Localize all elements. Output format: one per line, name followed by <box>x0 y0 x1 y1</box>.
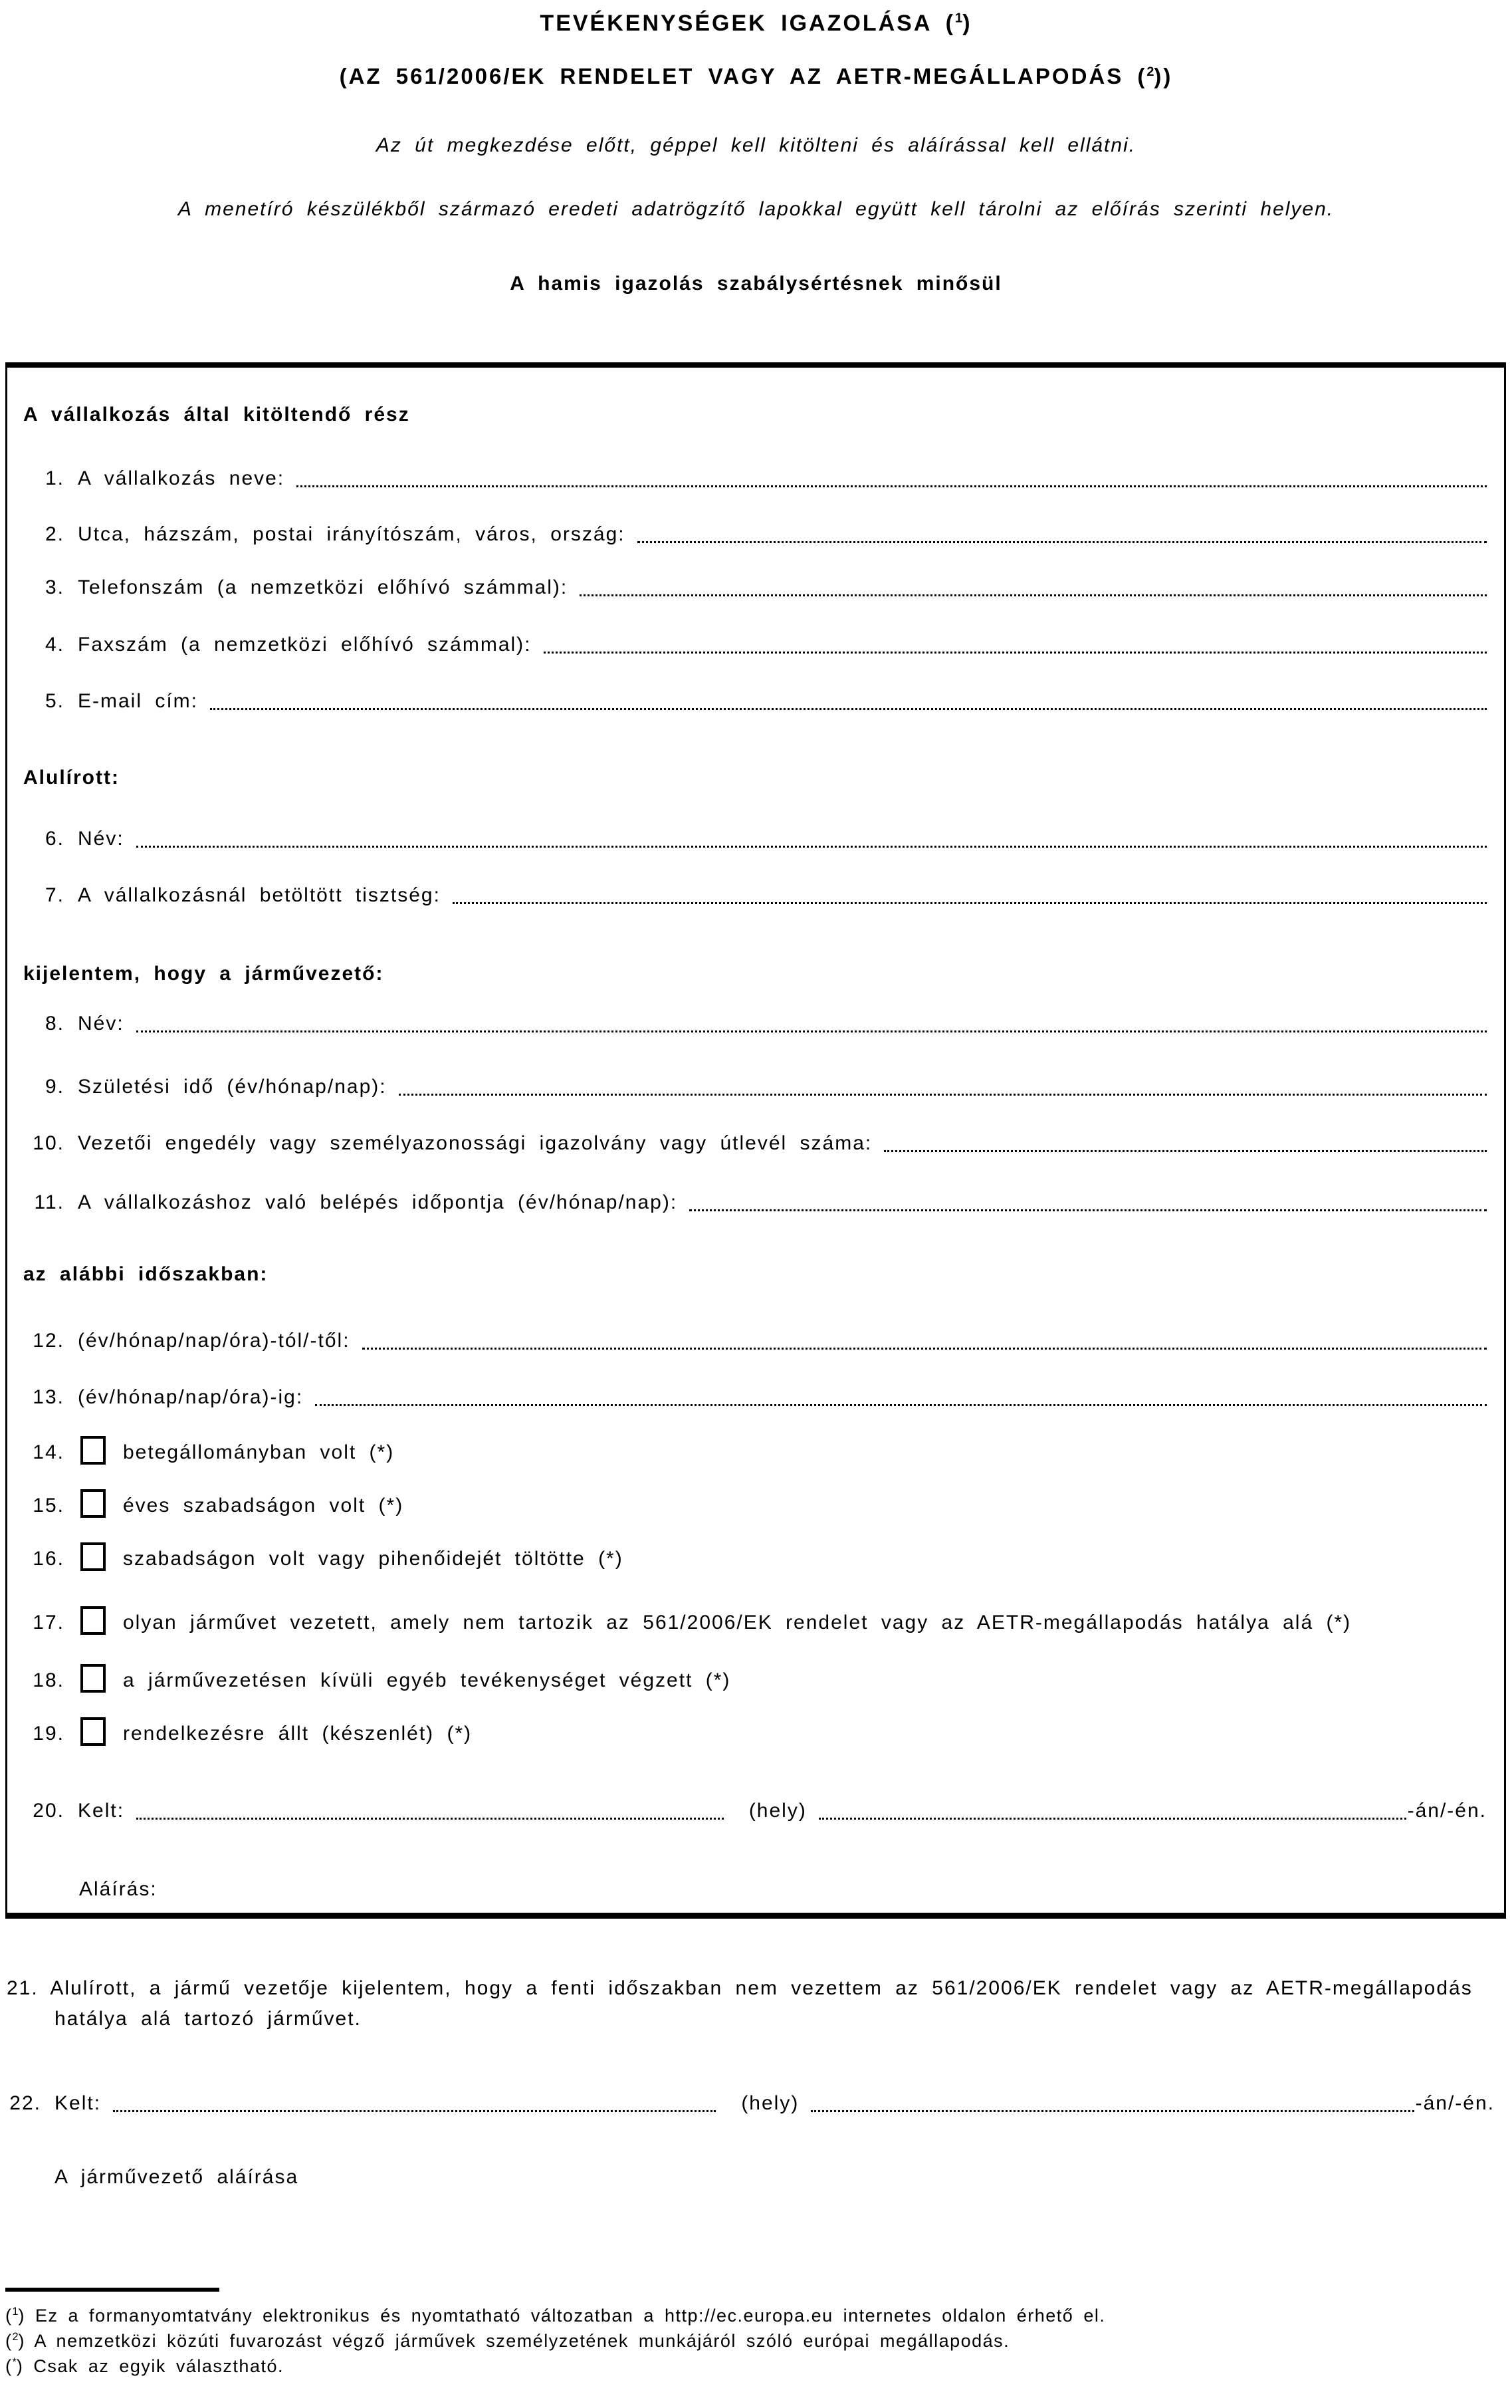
item-number: 12. <box>33 1330 64 1352</box>
item-label: Kelt: <box>78 1800 125 1822</box>
footnote-text: A nemzetközi közúti fuvarozást végző járművek személyzetének munkájáról szóló európai megállapodás. <box>34 2331 1010 2351</box>
item-label: Kelt: <box>54 2092 102 2114</box>
form-row-15 <box>23 1489 1487 1518</box>
section-heading-label: A vállalkozás által kitöltendő rész <box>23 404 410 425</box>
footnote-2 <box>5 2326 1492 2352</box>
checkbox-annual-leave[interactable] <box>80 1489 106 1518</box>
form-row-22 <box>7 2091 1495 2116</box>
fill-line-period-from[interactable] <box>362 1348 1487 1350</box>
item-label: a járművezetésen kívüli egyéb tevékenységet végzett (*) <box>123 1669 731 1691</box>
item-label: (év/hónap/nap/óra)-tól/-től: <box>78 1330 350 1352</box>
item-label: szabadságon volt vagy pihenőidejét töltötte (*) <box>123 1548 623 1570</box>
signature-label-company <box>79 1877 1487 1902</box>
item-number: 13. <box>33 1386 64 1408</box>
item-label: olyan járművet vezetett, amely nem tartozik az 561/2006/EK rendelet vagy az AETR-megállapodás hatálya alá (*) <box>123 1612 1352 1633</box>
fill-line-start-date[interactable] <box>689 1209 1487 1211</box>
item-number: 14. <box>33 1441 64 1463</box>
page-title <box>0 11 1512 37</box>
form-row-4 <box>23 632 1487 658</box>
driver-signature-label: A járművezető aláírása <box>54 2166 299 2188</box>
footnote-asterisk <box>5 2351 1492 2377</box>
item-number: 2. <box>45 523 64 545</box>
item-number: 9. <box>45 1076 64 1098</box>
fill-line-licence-number[interactable] <box>884 1150 1487 1152</box>
form-row-10 <box>23 1131 1487 1156</box>
page-title-text: TEVÉKENYSÉGEK IGAZOLÁSA ( <box>540 11 955 36</box>
checkbox-availability[interactable] <box>80 1717 106 1746</box>
place-label: (hely) <box>741 2092 800 2114</box>
fill-line-address[interactable] <box>637 541 1487 543</box>
fill-line-phone[interactable] <box>580 594 1487 596</box>
item-label: Vezetői engedély vagy személyazonossági igazolvány vagy útlevél száma: <box>78 1132 873 1154</box>
item-label: Faxszám (a nemzetközi előhívó számmal): <box>78 634 532 656</box>
date-suffix: -án/-én. <box>1415 2092 1495 2114</box>
form-row-20 <box>23 1798 1487 1824</box>
checkbox-other-work[interactable] <box>80 1664 106 1693</box>
form-row-8 <box>23 1011 1487 1036</box>
company-section-box <box>5 362 1506 1919</box>
subhead-label: az alábbi időszakban: <box>23 1263 269 1285</box>
fill-line-company-name[interactable] <box>296 485 1487 487</box>
subhead-kijelentem <box>23 961 1487 987</box>
footnote-separator <box>5 2288 219 2292</box>
form-row-7 <box>23 883 1487 908</box>
form-row-6 <box>23 826 1487 852</box>
item-number: 5. <box>45 690 64 712</box>
declaration-text: Alulírott, a jármű vezetője kijelentem, hogy a fenti időszakban nem vezettem az 561/2006/EK rendelet vagy az AETR-megállapodás hatálya alá tartozó járművet. <box>50 1977 1473 2030</box>
item-number: 3. <box>45 576 64 598</box>
item-number: 19. <box>33 1723 64 1745</box>
checkbox-sick-leave[interactable] <box>80 1436 106 1465</box>
page-subtitle-close: )) <box>1154 64 1173 88</box>
item-number: 17. <box>33 1612 64 1633</box>
item-number: 11. <box>34 1191 64 1213</box>
item-number: 16. <box>33 1548 64 1570</box>
driver-declaration <box>7 1973 1495 2034</box>
item-label: (év/hónap/nap/óra)-ig: <box>78 1386 304 1408</box>
instruction-line-2: A menetíró készülékből származó eredeti adatrögzítő lapokkal együtt kell tárolni az előírás szerinti helyen. <box>177 198 1335 220</box>
item-label: Utca, házszám, postai irányítószám, város, ország: <box>78 523 625 545</box>
footnote-text: Csak az egyik választható. <box>33 2356 284 2376</box>
item-label: A vállalkozáshoz való belépés időpontja (év/hónap/nap): <box>78 1191 678 1213</box>
subhead-label: kijelentem, hogy a járművezető: <box>23 963 384 985</box>
fill-line-period-to[interactable] <box>315 1404 1487 1406</box>
form-row-3 <box>23 575 1487 600</box>
signature-label: Aláírás: <box>79 1878 158 1900</box>
item-label: éves szabadságon volt (*) <box>123 1495 404 1516</box>
item-label: E-mail cím: <box>78 690 198 712</box>
footnote-ref-2: 2 <box>1146 64 1154 79</box>
item-number: 4. <box>45 634 64 656</box>
checkbox-out-of-scope-vehicle[interactable] <box>80 1606 106 1635</box>
fill-line-birthdate[interactable] <box>399 1094 1487 1096</box>
form-row-19 <box>23 1717 1487 1746</box>
instruction-line-1: Az út megkezdése előtt, géppel kell kitölteni és aláírással kell ellátni. <box>376 134 1136 156</box>
fill-line-fax[interactable] <box>544 652 1487 654</box>
form-row-17 <box>23 1606 1487 1635</box>
date-suffix: -án/-én. <box>1407 1800 1487 1822</box>
fill-line-position[interactable] <box>453 902 1487 904</box>
fill-line-place-22[interactable] <box>811 2110 1414 2112</box>
item-number: 6. <box>45 828 64 850</box>
footnote-marker: ($^2$) <box>5 2331 26 2351</box>
footnote-marker: (*) <box>5 2356 24 2376</box>
form-row-2 <box>23 522 1487 547</box>
page-title-close: ) <box>962 11 972 36</box>
fill-line-place-20[interactable] <box>819 1818 1406 1820</box>
form-row-13 <box>23 1385 1487 1410</box>
checkbox-leave-or-rest[interactable] <box>80 1542 106 1571</box>
warning-line: A hamis igazolás szabálysértésnek minősül <box>510 273 1002 295</box>
item-label: betegállományban volt (*) <box>123 1441 395 1463</box>
footnote-marker: ($^1$) <box>5 2306 26 2326</box>
item-number: 7. <box>45 884 64 906</box>
form-row-12 <box>23 1328 1487 1354</box>
page-subtitle <box>0 64 1512 89</box>
item-number: 15. <box>33 1495 64 1516</box>
fill-line-signatory-name[interactable] <box>136 846 1487 848</box>
item-number: 8. <box>45 1013 64 1034</box>
item-number: 18. <box>33 1669 64 1691</box>
item-number: 20. <box>33 1800 64 1822</box>
fill-line-driver-name[interactable] <box>136 1030 1487 1032</box>
form-row-18 <box>23 1664 1487 1693</box>
item-label: Név: <box>78 828 124 850</box>
section-heading <box>23 402 1487 427</box>
form-row-5 <box>23 689 1487 714</box>
item-number: 22. <box>9 2092 41 2114</box>
form-row-16 <box>23 1542 1487 1572</box>
fill-line-date-20[interactable] <box>136 1818 724 1820</box>
item-label: Telefonszám (a nemzetközi előhívó számmal): <box>78 576 568 598</box>
footnote-text: Ez a formanyomtatvány elektronikus és nyomtatható változatban a http://ec.europa.eu internetes oldalon érhető el. <box>35 2306 1106 2326</box>
form-row-14 <box>23 1436 1487 1465</box>
item-label: A vállalkozásnál betöltött tisztség: <box>78 884 441 906</box>
subhead-label: Alulírott: <box>23 767 120 788</box>
form-row-9 <box>23 1074 1487 1100</box>
form-row-1 <box>23 466 1487 491</box>
item-label: A vállalkozás neve: <box>78 467 285 489</box>
footnote-ref-1: 1 <box>954 11 963 26</box>
item-number: 21. <box>7 1977 39 1999</box>
item-number: 1. <box>45 467 64 489</box>
item-label: rendelkezésre állt (készenlét) (*) <box>123 1723 473 1745</box>
subhead-alulirott <box>23 765 1487 790</box>
footnote-1 <box>5 2300 1492 2327</box>
form-row-11 <box>23 1190 1487 1215</box>
fill-line-email[interactable] <box>210 708 1487 710</box>
subhead-idoszak <box>23 1262 1487 1287</box>
item-number: 10. <box>33 1132 64 1154</box>
fill-line-date-22[interactable] <box>113 2110 716 2112</box>
place-label: (hely) <box>748 1800 807 1822</box>
item-label: Név: <box>78 1013 124 1034</box>
item-label: Születési idő (év/hónap/nap): <box>78 1076 387 1098</box>
page-subtitle-text: (AZ 561/2006/EK RENDELET VAGY AZ AETR-MEGÁLLAPODÁS ( <box>339 64 1147 88</box>
